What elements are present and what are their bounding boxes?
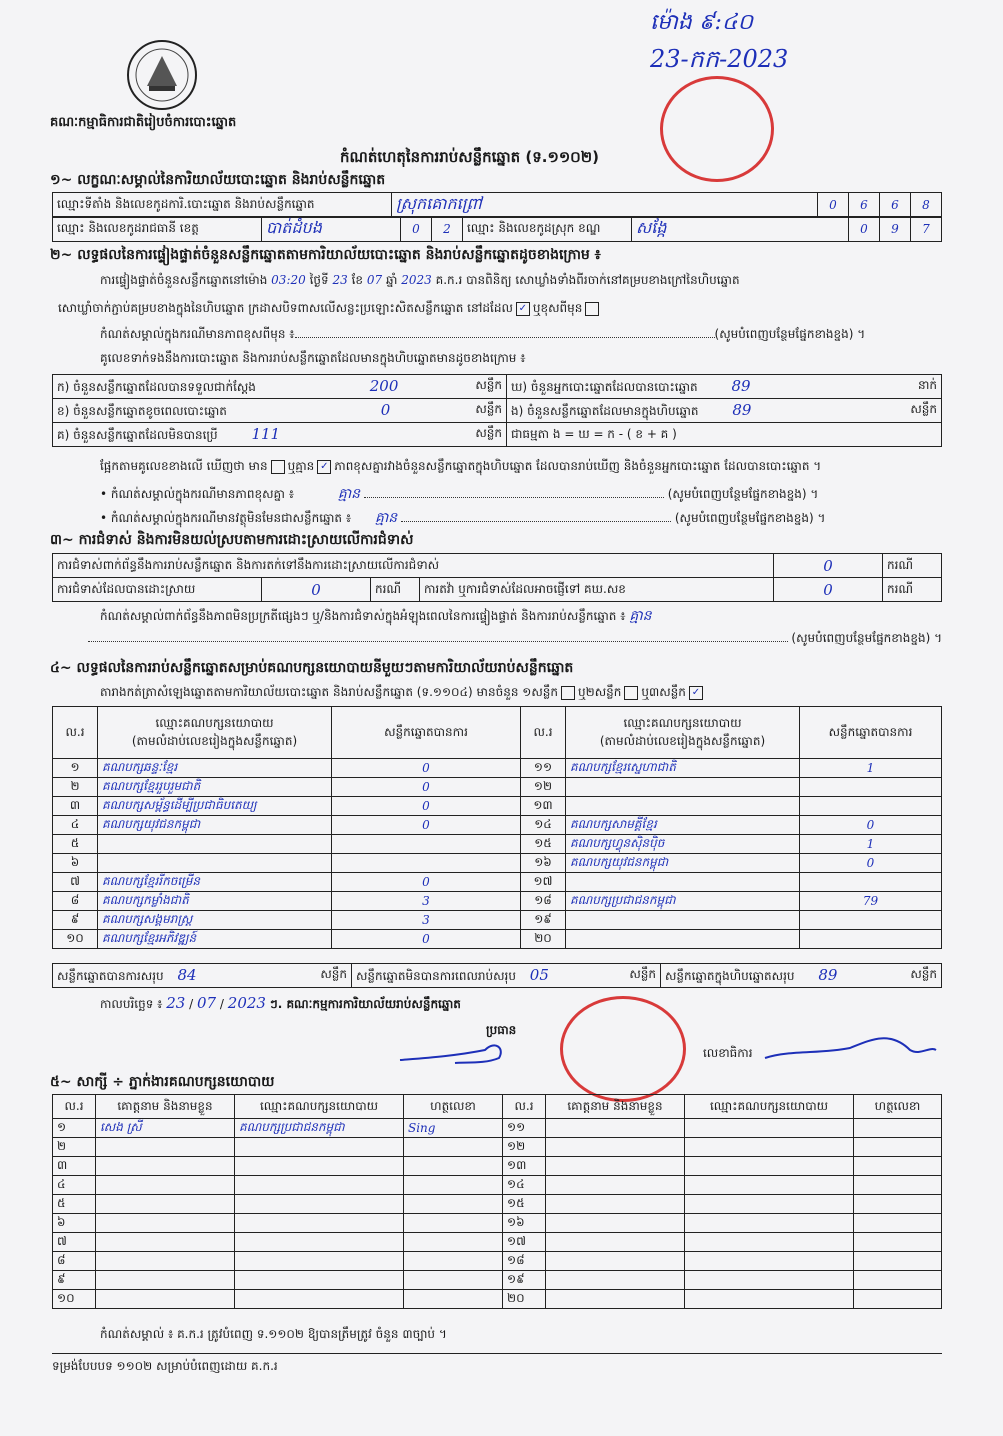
witness-signature [404, 1271, 503, 1290]
row-number: ៤ [53, 816, 98, 835]
counts-table: ក) ចំនួនសន្លឹកឆ្នោតដែលបានទទួលជាក់ស្តែង 200 សន្លឹក ឃ) ចំនួនអ្នកបោះឆ្នោតដែលបានបោះឆ្នោត 89 នាក់ ខ) ចំនួនសន្លឹកឆ្នោតខូចពេលបោះឆ្នោត 0 សន្លឹក ង) ចំនួនសន្លឹកឆ្នោតដែលមានក្នុងហិបឆ្នោត 89 សន្លឹក គ) ចំនួនសន្លឹកឆ្នោតដែលមិនបានប្រើ 111 សន្លឹក ជាធម្មតា ង = ឃ = ក - ( ខ + គ ) [52, 374, 942, 447]
witness-row [53, 1290, 942, 1309]
witness-name [546, 1176, 685, 1195]
objection-table-2: ការជំទាស់ដែលបានដោះស្រាយ 0 ករណី ការតវ៉ា ឬការជំទាស់ដែលអាចផ្ញើទៅ គឃ.សខ 0 ករណី [52, 577, 942, 602]
party-name: គណបក្សប្រជាជនកម្ពុជា [566, 892, 800, 911]
witness-table: ល.រ គោត្តនាម និងនាមខ្លួន ឈ្មោះគណបក្សនយោបាយ ហត្ថលេខា ល.រ គោត្តនាម និងនាមខ្លួន ឈ្មោះគណបក្សនយោបាយ ហត្ថលេខា ១ សេង ស្រី គណបក្សប្រជាជនកម្ពុជា Sing ១១ ២ ១២ ៣ ១៣ ៤ ១៤ ៥ ១៥ ៦ ១៦ ៧ ១៧ ៨ ១៨ ៩ ១៩ ១០ ២០ [52, 1094, 942, 1309]
s2-compare: ផ្អែកតាមគូលេខខាងលើ ឃើញថា មាន ឬគ្មាន ✓ ភាពខុសគ្នារវាងចំនួនសន្លឹកឆ្នោតក្នុងហិបឆ្នោត ដែលបានរាប់ឃើញ និងចំនួនអ្នកបោះឆ្នោត ដែលបានបោះឆ្នោត ។ [100, 459, 822, 473]
vote-count: 0 [800, 816, 942, 835]
s2-line1: ការផ្ទៀងផ្ទាត់ចំនួនសន្លឹកឆ្នោតនៅម៉ោង 03:20 ថ្ងៃទី 23 ខែ 07 ឆ្នាំ 2023 គ.ក.រ បានពិនិត្យ សោឃ្លាំងទាំងពីរចាក់នៅគម្របខាងក្រៅនៃហិបឆ្នោត [100, 273, 740, 287]
witness-party [685, 1252, 854, 1271]
party-name [98, 835, 332, 854]
witness-name [96, 1271, 235, 1290]
witness-party: គណបក្សប្រជាជនកម្ពុជា [235, 1119, 404, 1138]
row-number: ១៧ [503, 1233, 546, 1252]
witness-signature [854, 1214, 942, 1233]
witness-name [96, 1252, 235, 1271]
row-number: ១ [53, 1119, 96, 1138]
form-title: កំណត់ហេតុនៃការរាប់សន្លឹកឆ្នោត (ទ.១១០២) [340, 148, 600, 166]
party-name [566, 911, 800, 930]
s2-line3: គូលេខទាក់ទងនឹងការបោះឆ្នោត និងការរាប់សន្លឹកឆ្នោតដែលមានក្នុងហិបឆ្នោតមានដូចខាងក្រោម ៖ [100, 351, 526, 365]
witness-signature [404, 1138, 503, 1157]
row-number: ១៥ [521, 835, 566, 854]
party-name: គណបក្សហ្វុនស៊ិនប៉ិច [566, 835, 800, 854]
witness-name [96, 1157, 235, 1176]
table-row [53, 854, 942, 873]
form-page: គណៈកម្មាធិការជាតិរៀបចំការបោះឆ្នោត ម៉ោង ៩:៤០ 23-កក-2023 កំណត់ហេតុនៃការរាប់សន្លឹកឆ្នោត (ទ.១១០២) ១~ លក្ខណៈសម្គាល់នៃការិយាល័យបោះឆ្នោត និងរាប់សន្លឹកឆ្នោត ឈ្មោះទីតាំង និងលេខកូដការិ.បោះឆ្នោត និងរាប់សន្លឹកឆ្នោត ស្រុកគោកព្រៅ 0 6 6 8 ឈ្មោះ និងលេខកូដរាជធានី ខេត្ត បាត់ដំបង 0 2 ឈ្មោះ និងលេខកូដស្រុក ខណ្ឌ សង្កែ 0 9 7 ២~ លទ្ធផលនៃការផ្ទៀងផ្ទាត់ចំនួនសន្លឹកឆ្នោតតាមការិយាល័យបោះឆ្នោត និងរាប់សន្លឹកឆ្នោតដូចខាងក្រោម ៖ ការផ្ទៀងផ្ទាត់ចំនួនសន្លឹកឆ្នោតនៅម៉ោង 03:20 ថ្ងៃទី 23 ខែ 07 ឆ្នាំ 2023 គ.ក.រ បានពិនិត្យ សោឃ្លាំងទាំងពីរចាក់នៅគម្របខាងក្រៅនៃហិបឆ្នោត សោឃ្លាំចាក់ភ្ជាប់គម្របខាងក្នុងនៃហិបឆ្នោត ក្រដាសបិទពាសលើសន្លះប្រឡោះសិតសន្លឹកឆ្នោត នៅដដែល ✓ ឬខុសពីមុន កំណត់សម្គាល់ក្នុងករណីមានភាពខុសពីមុន ៖ (សូមបំពេញបន្ថែមផ្នែកខាងខ្នង) ។ គូលេខទាក់ទងនឹងការបោះឆ្នោត និងការរាប់សន្លឹកឆ្នោតដែលមានក្នុងហិបឆ្នោតមានដូចខាងក្រោម ៖ ក) ចំនួនសន្លឹកឆ្នោតដែលបានទទួលជាក់ស្តែង 200 សន្លឹក ឃ) ចំនួនអ្នកបោះឆ្នោតដែលបានបោះឆ្នោត 89 នាក់ ខ) ចំនួនសន្លឹកឆ្នោតខូចពេលបោះឆ្នោត 0 សន្លឹក ង) ចំនួនសន្លឹកឆ្នោតដែលមានក្នុងហិបឆ្នោត 89 សន្លឹក គ) ចំនួនសន្លឹកឆ្នោតដែលមិនបានប្រើ 111 សន្លឹក ជាធម្មតា ង = ឃ = ក - ( ខ + គ ) ផ្អែកតាមគូលេខខាងលើ ឃើញថា មាន ឬគ្មាន ✓ ភាពខុសគ្នារវាងចំនួនសន្លឹកឆ្នោតក្នុងហិបឆ្នោត ដែលបានរាប់ឃើញ និងចំនួនអ្នកបោះឆ្នោត ដែលបានបោះឆ្នោត ។ • កំណត់សម្គាល់ក្នុងករណីមានភាពខុសគ្នា ៖ គ្មាន (សូមបំពេញបន្ថែមផ្នែកខាងខ្នង) ។ • កំណត់សម្គាល់ក្នុងករណីមានវត្ថុមិនមែនជាសន្លឹកឆ្នោត ៖ គ្មាន (សូមបំពេញបន្ថែមផ្នែកខាងខ្នង) ។ ៣~ ការជំទាស់ និងការមិនយល់ស្របតាមការដោះស្រាយលើការជំទាស់ ការជំទាស់ពាក់ព័ន្ធនឹងការរាប់សន្លឹកឆ្នោត និងការតក់ទៅនឹងការដោះស្រាយលើការជំទាស់ 0 ករណី ការជំទាស់ដែលបានដោះស្រាយ 0 ករណី ការតវ៉ា ឬការជំទាស់ដែលអាចផ្ញើទៅ គឃ.សខ 0 ករណី កំណត់សម្គាល់ពាក់ព័ន្ធនឹងភាពមិនប្រក្រតីផ្សេងៗ ឬ/និងការជំទាស់ក្នុងអំឡុងពេលនៃការផ្ទៀងផ្ទាត់ និងការរាប់សន្លឹកឆ្នោត ៖ គ្មាន (សូមបំពេញបន្ថែមផ្នែកខាងខ្នង) ។ ៤~ លទ្ធផលនៃការរាប់សន្លឹកឆ្នោតសម្រាប់គណបក្សនយោបាយនីមួយៗតាមការិយាល័យរាប់សន្លឹកឆ្នោត តារាងកត់ត្រាសំឡេងឆ្នោតតាមការិយាល័យបោះឆ្នោត និងរាប់សន្លឹកឆ្នោត (ទ.១១០៤) មានចំនួន ១សន្លឹក ឬ២សន្លឹក ឬ៣សន្លឹក ✓ ល.រ ឈ្មោះគណបក្សនយោបាយ (តាមលំដាប់លេខរៀងក្នុងសន្លឹកឆ្នោត) សន្លឹកឆ្នោតបានការ ល.រ ឈ្មោះគណបក្សនយោបាយ (តាមលំដាប់លេខរៀងក្នុងសន្លឹកឆ្នោត) សន្លឹកឆ្នោតបានការ ១ គណបក្សឆន្ទៈខ្មែរ 0 ១១ គណបក្សខ្មែរស្នេហាជាតិ 1 ២ គណបក្សខ្មែររួបរួមជាតិ 0 ១២ ៣ គណបក្សសម្ព័ន្ធដើម្បីប្រជាធិបតេយ្យ 0 ១៣ ៤ គណបក្សយុវជនកម្ពុជា 0 ១៤ គណបក្សសាមគ្គីខ្មែរ 0 ៥ ១៥ គណបក្សហ្វុនស៊ិនប៉ិច 1 ៦ ១៦ គណបក្សយុវជនកម្ពុជា 0 ៧ គណបក្សខ្មែររីកចម្រើន 0 ១៧ ៨ គណបក្សកម្លាំងជាតិ 3 ១៨ គណបក្សប្រជាជនកម្ពុជា 79 ៩ គណបក្សសង្គមរាស្ត្រ 3 ១៩ ១០ គណបក្សខ្មែរអភិវឌ្ឍន៍ 0 ២០ សន្លឹកឆ្នោតបានការសរុប 84 សន្លឹក សន្លឹកឆ្នោតមិនបានការពេលរាប់សរុប 05 សន្លឹក សន្លឹកឆ្នោតក្នុងហិបឆ្នោតសរុប 89 សន្លឹក កាលបរិច្ឆេទ ៖ 23 / 07 / 2023 ៗ. គណៈកម្មការការិយាល័យរាប់សន្លឹកឆ្នោត ប្រធាន លេខាធិការ ៥~ សាក្សី ÷ ភ្នាក់ងារគណបក្សនយោបាយ ល.រ គោត្តនាម និងនាមខ្លួន ឈ្មោះគណបក្សនយោបាយ ហត្ថលេខា ល.រ គោត្តនាម និងនាមខ្លួន ឈ្មោះគណបក្សនយោបាយ ហត្ថលេខា ១ សេង ស្រី គណបក្សប្រជាជនកម្ពុជា Sing ១១ ២ ១២ ៣ ១៣ ៤ ១៤ ៥ ១៥ ៦ ១៦ ៧ ១៧ ៨ ១៨ ៩ ១៩ ១០ ២០ កំណត់សម្គាល់ ៖ គ.ក.រ ត្រូវបំពេញ ទ.១១០២ ឱ្យបានត្រឹមត្រូវ ចំនួន ៣ច្បាប់ ។ ទម្រង់បែបបទ ១១០២ សម្រាប់បំពេញដោយ គ.ក.រ [0, 0, 1003, 1436]
witness-signature [854, 1195, 942, 1214]
vote-count: 3 [332, 911, 521, 930]
witness-name [96, 1214, 235, 1233]
row-number: ៧ [53, 873, 98, 892]
row-number: ១៤ [521, 816, 566, 835]
witness-signature [854, 1119, 942, 1138]
org-name: គណៈកម្មាធិការជាតិរៀបចំការបោះឆ្នោត [50, 115, 237, 130]
table-row [53, 835, 942, 854]
table-row [53, 816, 942, 835]
row-number: ៧ [53, 1233, 96, 1252]
section-1-table: ឈ្មោះទីតាំង និងលេខកូដការិ.បោះឆ្នោត និងរាប់សន្លឹកឆ្នោត ស្រុកគោកព្រៅ 0 6 6 8 [52, 192, 942, 218]
s1-row1-value: ស្រុកគោកព្រៅ [392, 193, 818, 218]
witness-name [96, 1233, 235, 1252]
emblem-icon [125, 38, 199, 112]
row-number: ៥ [53, 1195, 96, 1214]
party-name: គណបក្សកម្លាំងជាតិ [98, 892, 332, 911]
row-number: ៩ [53, 911, 98, 930]
witness-row [53, 1157, 942, 1176]
row-number: ៥ [53, 835, 98, 854]
table-row [53, 797, 942, 816]
witness-party [235, 1195, 404, 1214]
party-name: គណបក្សសង្គមរាស្ត្រ [98, 911, 332, 930]
witness-party [685, 1138, 854, 1157]
s2-note3: • កំណត់សម្គាល់ក្នុងករណីមានវត្ថុមិនមែនជាសន្លឹកឆ្នោត ៖ គ្មាន (សូមបំពេញបន្ថែមផ្នែកខាងខ្នង) ។ [100, 510, 826, 526]
party-name: គណបក្សយុវជនកម្ពុជា [98, 816, 332, 835]
objection-table: ការជំទាស់ពាក់ព័ន្ធនឹងការរាប់សន្លឹកឆ្នោត និងការតក់ទៅនឹងការដោះស្រាយលើការជំទាស់ 0 ករណី [52, 553, 942, 578]
row-number: ១៣ [521, 797, 566, 816]
witness-row [53, 1252, 942, 1271]
row-number: ១០ [53, 1290, 96, 1309]
vote-count: 0 [800, 854, 942, 873]
section-5-title: ៥~ សាក្សី ÷ ភ្នាក់ងារគណបក្សនយោបាយ [50, 1074, 275, 1090]
witness-signature [854, 1138, 942, 1157]
row-number: ២០ [521, 930, 566, 949]
vote-count: 0 [332, 816, 521, 835]
s3-note: កំណត់សម្គាល់ពាក់ព័ន្ធនឹងភាពមិនប្រក្រតីផ្សេងៗ ឬ/និងការជំទាស់ក្នុងអំឡុងពេលនៃការផ្ទៀងផ្ទាត់ និងការរាប់សន្លឹកឆ្នោត ៖ គ្មាន [100, 608, 652, 624]
witness-party [235, 1138, 404, 1157]
row-number: ១២ [521, 778, 566, 797]
party-name: គណបក្សខ្មែរស្នេហាជាតិ [566, 759, 800, 778]
vote-count: 0 [332, 759, 521, 778]
row-number: ៦ [53, 1214, 96, 1233]
row-number: ៦ [53, 854, 98, 873]
row-number: ១៩ [503, 1271, 546, 1290]
witness-name [546, 1233, 685, 1252]
president-label: ប្រធាន [486, 1023, 517, 1037]
witness-row [53, 1214, 942, 1233]
witness-row [53, 1138, 942, 1157]
witness-row [53, 1195, 942, 1214]
party-name [566, 797, 800, 816]
party-name [566, 930, 800, 949]
row-number: ១៩ [521, 911, 566, 930]
secretary-signature [760, 1020, 940, 1070]
vote-count: 3 [332, 892, 521, 911]
row-number: ១១ [521, 759, 566, 778]
witness-signature [404, 1176, 503, 1195]
vote-count [800, 873, 942, 892]
witness-signature [854, 1157, 942, 1176]
vote-count: 0 [332, 873, 521, 892]
section-2-title: ២~ លទ្ធផលនៃការផ្ទៀងផ្ទាត់ចំនួនសន្លឹកឆ្នោតតាមការិយាល័យបោះឆ្នោត និងរាប់សន្លឹកឆ្នោតដូចខាងក្រោម ៖ [50, 247, 601, 263]
witness-signature [404, 1252, 503, 1271]
witness-name [546, 1157, 685, 1176]
witness-name [546, 1290, 685, 1309]
table-row [53, 911, 942, 930]
witness-name [96, 1195, 235, 1214]
row-number: ១៨ [521, 892, 566, 911]
witness-row [53, 1119, 942, 1138]
witness-name [96, 1290, 235, 1309]
vote-count [800, 911, 942, 930]
witness-signature [854, 1233, 942, 1252]
row-number: ៨ [53, 1252, 96, 1271]
totals-table: សន្លឹកឆ្នោតបានការសរុប 84 សន្លឹក សន្លឹកឆ្នោតមិនបានការពេលរាប់សរុប 05 សន្លឹក សន្លឹកឆ្នោតក្នុងហិបឆ្នោតសរុប 89 សន្លឹក [52, 963, 942, 988]
president-signature [395, 1030, 515, 1070]
party-name: គណបក្សសម្ព័ន្ធដើម្បីប្រជាធិបតេយ្យ [98, 797, 332, 816]
party-name [98, 854, 332, 873]
has-diff-checkbox[interactable] [271, 460, 285, 474]
secretary-label: លេខាធិការ [703, 1046, 753, 1060]
footnote: កំណត់សម្គាល់ ៖ គ.ក.រ ត្រូវបំពេញ ទ.១១០២ ឱ្យបានត្រឹមត្រូវ ចំនួន ៣ច្បាប់ ។ [100, 1327, 447, 1341]
party-name: គណបក្សឆន្ទៈខ្មែរ [98, 759, 332, 778]
witness-signature [404, 1195, 503, 1214]
witness-party [235, 1233, 404, 1252]
row-number: ១ [53, 759, 98, 778]
witness-row [53, 1176, 942, 1195]
witness-party [685, 1195, 854, 1214]
row-number: ៤ [53, 1176, 96, 1195]
witness-party [235, 1252, 404, 1271]
s4-intro: តារាងកត់ត្រាសំឡេងឆ្នោតតាមការិយាល័យបោះឆ្នោត និងរាប់សន្លឹកឆ្នោត (ទ.១១០៤) មានចំនួន ១សន្លឹក ឬ២សន្លឹក ឬ៣សន្លឹក ✓ [100, 684, 706, 702]
vote-count [332, 854, 521, 873]
s4-date: កាលបរិច្ឆេទ ៖ 23 / 07 / 2023 ៗ. គណៈកម្មការការិយាល័យរាប់សន្លឹកឆ្នោត [100, 994, 461, 1012]
vote-count [800, 930, 942, 949]
table-row [53, 759, 942, 778]
different-checkbox[interactable] [585, 302, 599, 316]
witness-party [235, 1214, 404, 1233]
witness-name [546, 1138, 685, 1157]
witness-party [685, 1290, 854, 1309]
same-checkbox[interactable]: ✓ [516, 302, 530, 316]
witness-name [546, 1271, 685, 1290]
witness-signature [854, 1176, 942, 1195]
row-number: ១១ [503, 1119, 546, 1138]
witness-signature [854, 1252, 942, 1271]
vote-count: 79 [800, 892, 942, 911]
results-table: ល.រ ឈ្មោះគណបក្សនយោបាយ (តាមលំដាប់លេខរៀងក្នុងសន្លឹកឆ្នោត) សន្លឹកឆ្នោតបានការ ល.រ ឈ្មោះគណបក្សនយោបាយ (តាមលំដាប់លេខរៀងក្នុងសន្លឹកឆ្នោត) សន្លឹកឆ្នោតបានការ ១ គណបក្សឆន្ទៈខ្មែរ 0 ១១ គណបក្សខ្មែរស្នេហាជាតិ 1 ២ គណបក្សខ្មែររួបរួមជាតិ 0 ១២ ៣ គណបក្សសម្ព័ន្ធដើម្បីប្រជាធិបតេយ្យ 0 ១៣ ៤ គណបក្សយុវជនកម្ពុជា 0 ១៤ គណបក្សសាមគ្គីខ្មែរ 0 ៥ ១៥ គណបក្សហ្វុនស៊ិនប៉ិច 1 ៦ ១៦ គណបក្សយុវជនកម្ពុជា 0 ៧ គណបក្សខ្មែររីកចម្រើន 0 ១៧ ៨ គណបក្សកម្លាំងជាតិ 3 ១៨ គណបក្សប្រជាជនកម្ពុជា 79 ៩ គណបក្សសង្គមរាស្ត្រ 3 ១៩ ១០ គណបក្សខ្មែរអភិវឌ្ឍន៍ 0 ២០ [52, 706, 942, 949]
witness-party [685, 1233, 854, 1252]
witness-party [235, 1176, 404, 1195]
witness-signature [404, 1157, 503, 1176]
s2-note2: • កំណត់សម្គាល់ក្នុងករណីមានភាពខុសគ្នា ៖ គ្មាន (សូមបំពេញបន្ថែមផ្នែកខាងខ្នង) ។ [100, 486, 819, 502]
witness-party [235, 1271, 404, 1290]
row-number: ១៦ [503, 1214, 546, 1233]
party-name: គណបក្សខ្មែរអភិវឌ្ឍន៍ [98, 930, 332, 949]
vote-count: 0 [332, 930, 521, 949]
vote-count [332, 835, 521, 854]
witness-party [235, 1157, 404, 1176]
section-1-table-row2: ឈ្មោះ និងលេខកូដរាជធានី ខេត្ត បាត់ដំបង 0 2 ឈ្មោះ និងលេខកូដស្រុក ខណ្ឌ សង្កែ 0 9 7 [52, 216, 942, 242]
witness-name [96, 1138, 235, 1157]
row-number: ២០ [503, 1290, 546, 1309]
row-number: ៩ [53, 1271, 96, 1290]
vote-count: 1 [800, 835, 942, 854]
official-stamp-bottom [560, 996, 686, 1102]
witness-name [546, 1214, 685, 1233]
party-name: គណបក្សខ្មែររួបរួមជាតិ [98, 778, 332, 797]
witness-signature [404, 1290, 503, 1309]
table-row [53, 778, 942, 797]
bottom-note: ទម្រង់បែបបទ ១១០២ សម្រាប់បំពេញដោយ គ.ក.រ [52, 1359, 278, 1373]
party-name: គណបក្សយុវជនកម្ពុជា [566, 854, 800, 873]
party-name: គណបក្សខ្មែររីកចម្រើន [98, 873, 332, 892]
table-row [53, 930, 942, 949]
row-number: ១៨ [503, 1252, 546, 1271]
party-name: គណបក្សសាមគ្គីខ្មែរ [566, 816, 800, 835]
s1-row1-label: ឈ្មោះទីតាំង និងលេខកូដការិ.បោះឆ្នោត និងរាប់សន្លឹកឆ្នោត [53, 193, 392, 218]
witness-row [53, 1233, 942, 1252]
vote-count: 1 [800, 759, 942, 778]
witness-party [685, 1119, 854, 1138]
s2-note1: កំណត់សម្គាល់ក្នុងករណីមានភាពខុសពីមុន ៖ (សូមបំពេញបន្ថែមផ្នែកខាងខ្នង) ។ [100, 327, 866, 341]
witness-party [235, 1290, 404, 1309]
witness-name [546, 1119, 685, 1138]
row-number: ២ [53, 778, 98, 797]
row-number: ១៤ [503, 1176, 546, 1195]
official-stamp-top [660, 76, 774, 182]
row-number: ១៣ [503, 1157, 546, 1176]
witness-party [685, 1157, 854, 1176]
witness-signature [404, 1233, 503, 1252]
vote-count: 0 [332, 778, 521, 797]
top-note-2: 23-កក-2023 [650, 45, 789, 73]
row-number: ១២ [503, 1138, 546, 1157]
witness-party [685, 1176, 854, 1195]
section-3-title: ៣~ ការជំទាស់ និងការមិនយល់ស្របតាមការដោះស្រាយលើការជំទាស់ [50, 532, 414, 548]
witness-name [96, 1176, 235, 1195]
section-4-title: ៤~ លទ្ធផលនៃការរាប់សន្លឹកឆ្នោតសម្រាប់គណបក្សនយោបាយនីមួយៗតាមការិយាល័យរាប់សន្លឹកឆ្នោត [50, 660, 574, 676]
witness-signature [854, 1290, 942, 1309]
vote-count [800, 778, 942, 797]
party-name [566, 778, 800, 797]
row-number: ២ [53, 1138, 96, 1157]
vote-count [800, 797, 942, 816]
row-number: ៣ [53, 1157, 96, 1176]
row-number: ១០ [53, 930, 98, 949]
witness-name: សេង ស្រី [96, 1119, 235, 1138]
witness-name [546, 1195, 685, 1214]
table-row [53, 873, 942, 892]
witness-signature [404, 1214, 503, 1233]
witness-party [685, 1271, 854, 1290]
row-number: ១៧ [521, 873, 566, 892]
witness-signature [854, 1271, 942, 1290]
witness-row [53, 1271, 942, 1290]
section-1-title: ១~ លក្ខណៈសម្គាល់នៃការិយាល័យបោះឆ្នោត និងរាប់សន្លឹកឆ្នោត [50, 172, 386, 188]
row-number: ១៦ [521, 854, 566, 873]
witness-signature: Sing [404, 1119, 503, 1138]
row-number: ៣ [53, 797, 98, 816]
row-number: ១៥ [503, 1195, 546, 1214]
witness-name [546, 1252, 685, 1271]
top-note-1: ម៉ោង ៩:៤០ [650, 10, 754, 35]
party-name [566, 873, 800, 892]
witness-party [685, 1214, 854, 1233]
no-diff-checkbox[interactable]: ✓ [317, 460, 331, 474]
table-row [53, 892, 942, 911]
row-number: ៨ [53, 892, 98, 911]
s2-line2: សោឃ្លាំចាក់ភ្ជាប់គម្របខាងក្នុងនៃហិបឆ្នោត ក្រដាសបិទពាសលើសន្លះប្រឡោះសិតសន្លឹកឆ្នោត នៅដដែល ✓ ឬខុសពីមុន [58, 300, 948, 318]
vote-count: 0 [332, 797, 521, 816]
